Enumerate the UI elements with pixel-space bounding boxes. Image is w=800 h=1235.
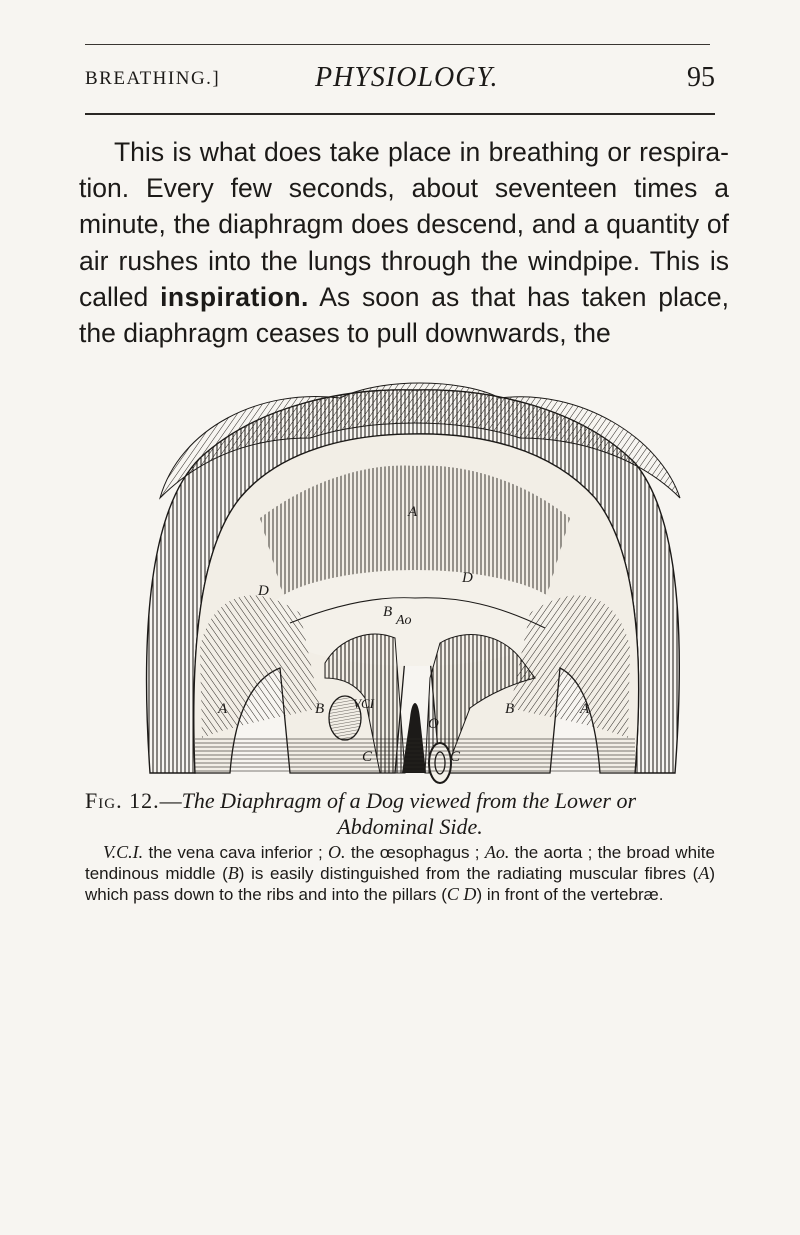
legend-key-CD: C D xyxy=(446,884,477,904)
legend-desc-CD: ) in front of the vertebræ. xyxy=(476,885,664,904)
label-O: O xyxy=(428,716,439,732)
running-header xyxy=(85,62,715,102)
legend-key-VCI: V.C.I. xyxy=(103,842,144,862)
legend-desc-O: the œsophagus ; xyxy=(345,843,485,862)
label-Ao: Ao xyxy=(396,613,412,628)
legend-key-Ao: Ao. xyxy=(484,842,510,862)
top-rule xyxy=(85,44,710,45)
figure-legend xyxy=(85,842,715,905)
legend-desc-A: ) which pass down to the ribs and into the pillars ( xyxy=(85,864,715,904)
section-title: BREATHING.] xyxy=(85,68,221,89)
legend-key-O: O. xyxy=(328,842,346,862)
legend-key-B: B xyxy=(227,863,239,883)
page-number: 95 xyxy=(687,62,715,93)
figure-number: Fig. 12. xyxy=(85,788,160,813)
figure-lower-labels xyxy=(140,378,685,788)
label-A-top: A xyxy=(408,504,418,520)
label-B-left: B xyxy=(315,701,325,717)
label-A-left: A xyxy=(218,701,228,717)
page-title: PHYSIOLOGY. xyxy=(315,62,499,93)
body-text-before: This is what does take place in breathing or respira-tion. Every few seconds, about seventeen times a minute, the diaphragm does descend, and a quantity of air rushes into the lungs through the windpipe. This is called xyxy=(79,137,729,312)
legend-desc-VCI: the vena cava inferior ; xyxy=(143,843,329,862)
label-D-right: D xyxy=(462,570,473,586)
label-C-right: C xyxy=(450,749,461,765)
label-C-left: C xyxy=(362,749,373,765)
figure-title-line2: Abdominal Side. xyxy=(337,814,483,839)
label-B-right: B xyxy=(505,701,515,717)
legend-desc-Ao: the aorta ; the broad white tendinous middle ( xyxy=(85,843,715,883)
inspiration-term: inspiration. xyxy=(160,281,309,312)
header-rule xyxy=(85,113,715,115)
body-text-after: As soon as that has taken place, the diaphragm ceases to pull downwards, the xyxy=(79,281,729,349)
legend-desc-B: ) is easily distinguished from the radiating muscular fibres ( xyxy=(238,864,699,883)
label-A-right: A xyxy=(580,701,590,717)
figure-caption: Fig. 12.—The Diaphragm of a Dog viewed from the Lower or Abdominal Side. xyxy=(85,788,715,840)
label-B-center: B xyxy=(383,604,393,620)
label-VCI: VCI xyxy=(353,696,374,711)
legend-key-A: A xyxy=(698,863,710,883)
label-D-left: D xyxy=(258,583,269,599)
body-paragraph xyxy=(79,134,729,351)
figure-title-line1: The Diaphragm of a Dog viewed from the Lower or xyxy=(181,788,637,813)
